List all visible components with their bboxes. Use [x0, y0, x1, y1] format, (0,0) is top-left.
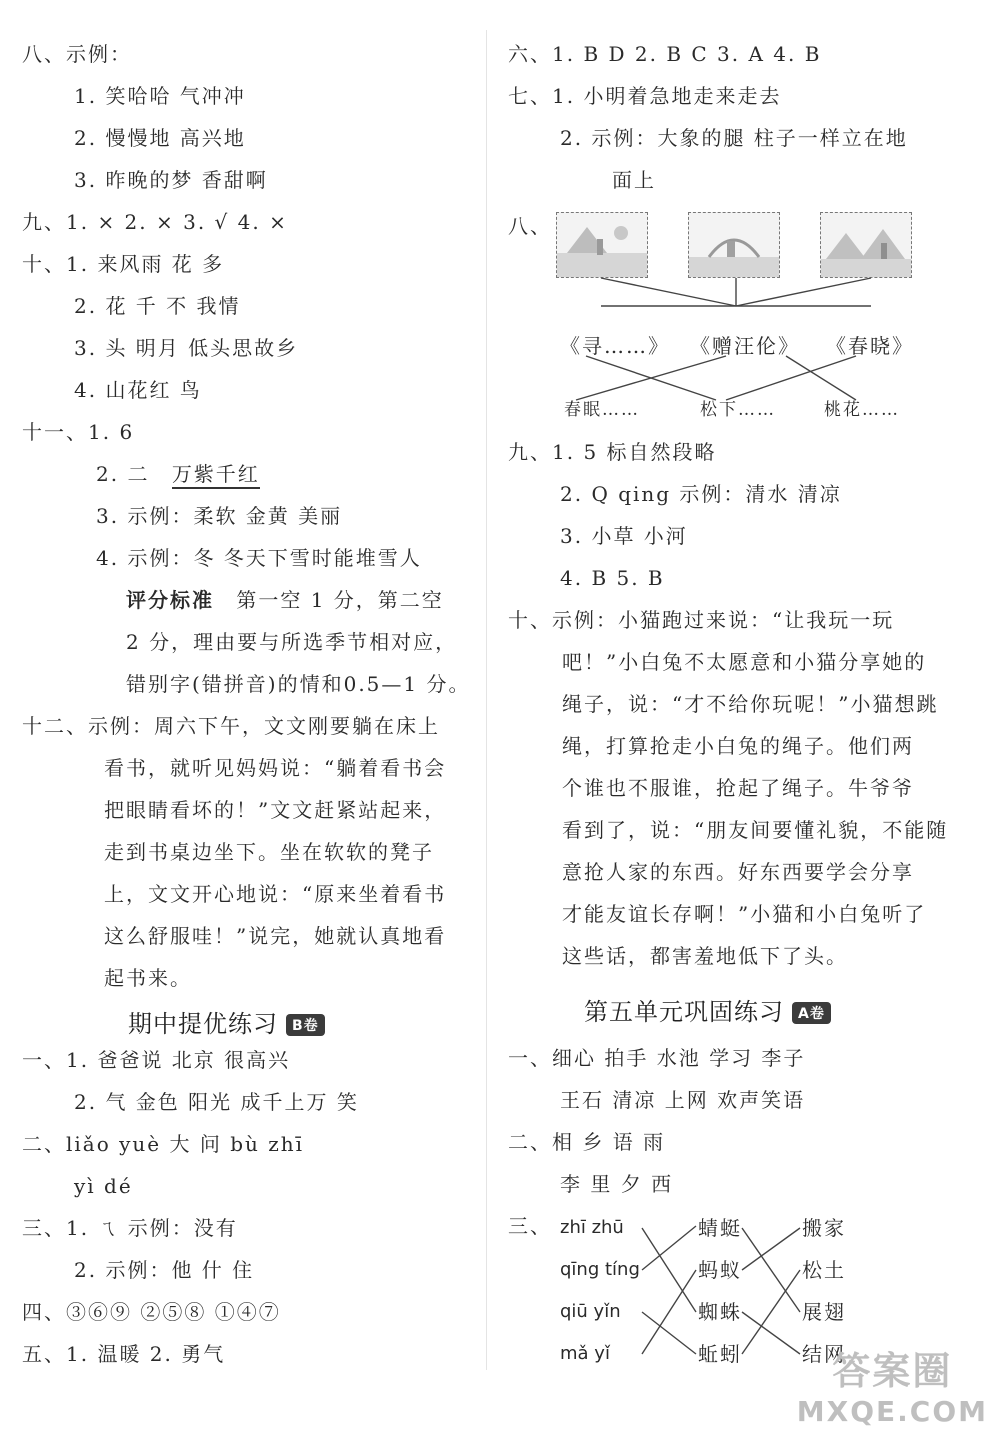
action-word: 展翅: [802, 1300, 846, 1324]
watermark-logo: [797, 1340, 988, 1428]
q7-heading: 七、1. 小明着急地走来走去: [508, 84, 782, 108]
paragraph-line: 看书，就听见妈妈说：“躺着看书会: [104, 756, 447, 780]
action-word: 结网: [802, 1342, 846, 1366]
action-word: 松土: [802, 1258, 846, 1282]
pinyin-line: 二、liǎo yuè 大 问 bù zhī: [22, 1132, 305, 1156]
answer-line: 2. 气 金色 阳光 成千上万 笑: [74, 1090, 359, 1114]
paragraph-line: 吧！”小白兔不太愿意和小猫分享她的: [562, 650, 927, 674]
q6-answers: 六、1. B D 2. B C 3. A 4. B: [508, 42, 822, 66]
watermark-top: 答案圈: [832, 1349, 953, 1393]
answer-line: 一、细心 拍手 水池 学习 李子: [508, 1046, 806, 1070]
answer-line: 五、1. 温暖 2. 勇气: [22, 1342, 226, 1366]
answer-line: 3. 头 明月 低头思故乡: [74, 336, 299, 360]
paragraph-line: 意抢人家的东西。好东西要学会分享: [562, 860, 914, 884]
q11-heading: 十一、1. 6: [22, 420, 135, 444]
pinyin-line: yì dé: [74, 1174, 133, 1198]
poem-line: 春眠……: [564, 400, 640, 420]
poem-title: 《春晓》: [826, 334, 914, 358]
answer-line: 4. B 5. B: [560, 566, 665, 590]
section-title-midterm: [128, 1004, 325, 1039]
paragraph-line: 个谁也不服谁，抢起了绳子。牛爷爷: [562, 776, 914, 800]
pinyin-item: qīng tíng: [560, 1259, 640, 1280]
poem-illustration-2: [688, 212, 780, 278]
q10-heading: 十、1. 来风雨 花 多: [22, 252, 225, 276]
answer-line: 2. Q qing 示例：清水 清凉: [560, 482, 842, 506]
paragraph-line: 才能友谊长存啊！”小猫和小白兔听了: [562, 902, 927, 926]
paragraph-line: 看到了，说：“朋友间要懂礼貌，不能随: [562, 818, 949, 842]
answer-line: 3. 示例：柔软 金黄 美丽: [96, 504, 343, 528]
column-divider: [486, 30, 487, 1370]
scoring-label: 评分标准: [126, 588, 214, 612]
q8-heading: 八、示例：: [22, 42, 132, 66]
answer-line: 4. 山花红 鸟: [74, 378, 202, 402]
paragraph-line: 上，文文开心地说：“原来坐着看书: [104, 882, 447, 906]
poem-illustration-3: [820, 212, 912, 278]
q3-heading: 三、: [508, 1214, 552, 1238]
paragraph-line: 绳子，说：“才不给你玩呢！”小猫想跳: [562, 692, 939, 716]
poem-line: 松下……: [700, 400, 776, 420]
answer-line: 李 里 夕 西: [560, 1172, 674, 1196]
insect-word: 蜻蜓: [698, 1216, 742, 1240]
section-title-text: 期中提优练习: [128, 1010, 278, 1038]
section-badge: A卷: [792, 1002, 831, 1024]
scoring-standard: [126, 586, 444, 614]
pinyin-item: mǎ yǐ: [560, 1343, 610, 1364]
underlined-answer: 万紫千红: [172, 462, 260, 489]
scoring-text: 错别字(错拼音)的情和0.5—1 分。: [126, 672, 471, 696]
poem-title: 《赠汪伦》: [690, 334, 800, 358]
answer-line: 2. 慢慢地 高兴地: [74, 126, 246, 150]
q10-heading: 十、示例：小猫跑过来说：“让我玩一玩: [508, 608, 895, 632]
matching-lines-insects: [630, 1214, 810, 1374]
action-word: 搬家: [802, 1216, 846, 1240]
q9-answers: 九、1. × 2. × 3. √ 4. ×: [22, 210, 288, 234]
answer-line: [96, 460, 260, 488]
paragraph-line: 起书来。: [104, 966, 192, 990]
q9-heading: 九、1. 5 标自然段略: [508, 440, 717, 464]
poem-title: 《寻……》: [560, 334, 670, 358]
paragraph-line: 绳，打算抢走小白兔的绳子。他们两: [562, 734, 914, 758]
pinyin-item: zhī zhū: [560, 1217, 624, 1238]
paragraph-line: 这些话，都害羞地低下了头。: [562, 944, 848, 968]
paragraph-line: 把眼睛看坏的！”文文赶紧站起来，: [104, 798, 447, 822]
scoring-text: 2 分，理由要与所选季节相对应，: [126, 630, 458, 654]
insect-word: 蚯蚓: [698, 1342, 742, 1366]
insect-word: 蚂蚁: [698, 1258, 742, 1282]
answer-line: 二、相 乡 语 雨: [508, 1130, 666, 1154]
paragraph-line: 这么舒服哇！”说完，她就认真地看: [104, 924, 447, 948]
answer-line: 面上: [612, 168, 656, 192]
poem-line: 桃花……: [824, 400, 900, 420]
answer-line: 2. 示例：他 什 住: [74, 1258, 255, 1282]
insect-word: 蜘蛛: [698, 1300, 742, 1324]
answer-line: 1. 笑哈哈 气冲冲: [74, 84, 246, 108]
answer-line: 4. 示例：冬 冬天下雪时能堆雪人: [96, 546, 422, 570]
answer-line: 2. 花 千 不 我情: [74, 294, 241, 318]
paragraph-line: 走到书桌边坐下。坐在软软的凳子: [104, 840, 434, 864]
section-title-text: 第五单元巩固练习: [584, 998, 784, 1026]
answer-line: 三、1. ㄟ 示例：没有: [22, 1216, 238, 1240]
pinyin-item: qiū yǐn: [560, 1301, 621, 1322]
answer-line: 四、③⑥⑨ ②⑤⑧ ①④⑦: [22, 1300, 281, 1324]
answer-line: 一、1. 爸爸说 北京 很高兴: [22, 1048, 291, 1072]
answer-number: 2. 二: [96, 462, 150, 486]
scoring-text: 第一空 1 分，第二空: [236, 588, 444, 612]
poem-illustration-1: [556, 212, 648, 278]
watermark-bottom: MXQE.COM: [796, 1395, 988, 1428]
section-title-unit5: [584, 992, 831, 1027]
answer-line: 3. 昨晚的梦 香甜啊: [74, 168, 268, 192]
answer-line: 2. 示例：大象的腿 柱子一样立在地: [560, 126, 908, 150]
answer-line: 3. 小草 小河: [560, 524, 688, 548]
answer-line: 王石 清凉 上网 欢声笑语: [560, 1088, 806, 1112]
section-badge: B卷: [286, 1014, 325, 1036]
q8-heading: 八、: [508, 214, 552, 238]
q12-heading: 十二、示例：周六下午，文文刚要躺在床上: [22, 714, 440, 738]
